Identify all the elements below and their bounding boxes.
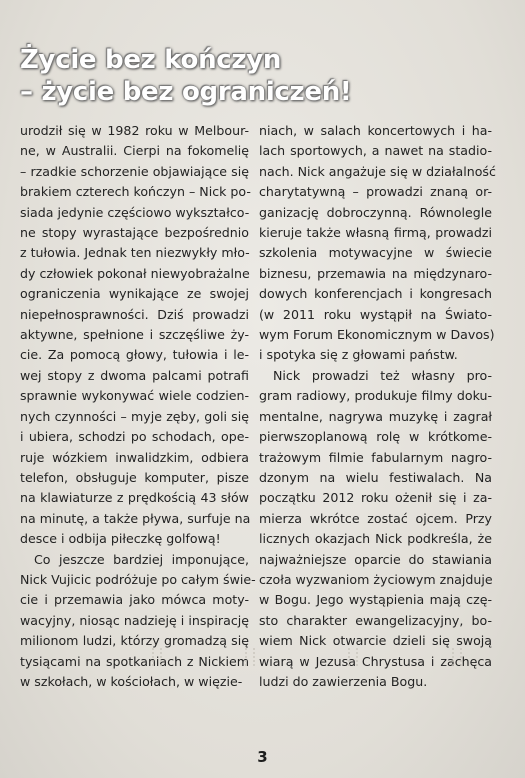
left-column-text-line: desce i odbija piłeczkę golfową! <box>20 531 221 547</box>
left-column-text-line: sprawnie wykonywać wiele codzien- <box>20 388 249 404</box>
article-title-line-2: – życie bez ograniczeń! <box>20 77 352 107</box>
watermark-mark <box>348 648 358 666</box>
left-column-text-line: Nick Vujicic podróżuje po całym świe- <box>20 571 256 587</box>
right-column-text-line: czoła wyzwaniom życiowym znajduje <box>259 571 493 587</box>
left-text-column <box>20 121 256 692</box>
right-column-text-line: dzonym na wielu festiwalach. Na <box>259 469 492 485</box>
right-column-text-line: pierwszoplanową rolę w krótkome- <box>259 429 492 445</box>
left-column-text-line: siada jedynie częściowo wykształco- <box>20 204 250 220</box>
left-column-text-line: milionom ludzi, którzy gromadzą się <box>20 633 249 649</box>
right-column-text-line: mentalne, nagrywa muzykę i zagrał <box>259 408 492 424</box>
left-column-text-line: – rzadkie schorzenie objawiające się <box>20 163 249 179</box>
right-column-text-line: ganizację dobroczynną. Równolegle <box>259 204 492 220</box>
watermark-mark <box>452 648 462 666</box>
left-column-text-line: nych czynności – myje zęby, goli się <box>20 408 249 424</box>
left-column-text-line: telefon, obsługuje komputer, pisze <box>20 469 249 485</box>
right-column-text-line: najważniejsze oparcie do stawiania <box>259 551 492 567</box>
right-column-text-line: dowych konferencjach i kongresach <box>259 286 492 302</box>
left-column-text-line: cie. Za pomocą głowy, tułowia i le- <box>20 347 249 363</box>
left-column-text-line: niepełnosprawności. Dziś prowadzi <box>20 306 249 322</box>
left-column-text-line: tysiącami na spotkaniach z Nickiem <box>20 653 249 669</box>
right-column-text-line: (w 2011 roku wystąpił na Świato- <box>259 306 492 322</box>
article-title-line-1: Życie bez kończyn <box>20 45 282 75</box>
left-column-text-line: urodził się w 1982 roku w Melbour- <box>20 123 249 138</box>
right-column-text-line: sto charakter ewangelizacyjny, bo- <box>259 612 492 628</box>
right-column-text-line: wiem Nick otwarcie dzieli się swoją <box>259 633 492 649</box>
right-column-text-line: charytatywną – prowadzi znaną or- <box>259 184 492 200</box>
left-column-text-line: z tułowia. Jednak ten niezwykły mło- <box>20 245 250 261</box>
right-column-text-line: lach sportowych, a nawet na stadio- <box>259 143 492 159</box>
left-column-text-line: ruje wózkiem inwalidzkim, odbiera <box>20 449 249 465</box>
right-column-text-line: szkolenia motywacyjne w świecie <box>259 245 492 261</box>
right-column-text-line: gram radiowy, produkuje filmy doku- <box>259 388 492 404</box>
right-column-text-line: biznesu, przemawia na międzynaro- <box>259 265 492 281</box>
watermark-pattern <box>0 648 525 672</box>
left-column-text-line: cie i przemawia jako mówca moty- <box>20 592 249 608</box>
left-column-text-line: i ubiera, schodzi po schodach, ope- <box>20 429 249 445</box>
left-column-text-line: Co jeszcze bardziej imponujące, <box>34 551 249 567</box>
right-column-text-line: w Bogu. Jego wystąpienia mają czę- <box>259 592 492 608</box>
left-column-text-line: aktywne, spełnione i szczęśliwe ży- <box>20 327 249 343</box>
right-column-text-line: nach. Nick angażuje się w działalność <box>259 163 496 179</box>
right-text-column <box>259 121 496 692</box>
right-column-text-line: wiarą w Jezusa Chrystusa i zachęca <box>259 653 492 669</box>
left-column-text-line: ograniczenia wynikające ze swojej <box>20 286 249 302</box>
right-column-text-line: niach, w salach koncertowych i ha- <box>259 123 492 138</box>
left-column-text-line: wej stopy z dwoma palcami potrafi <box>20 367 249 383</box>
left-column-text-line: brakiem czterech kończyn – Nick po- <box>20 184 251 200</box>
right-column-text-line: kieruje także własną firmą, prowadzi <box>259 225 492 241</box>
left-column-text-line: dy człowiek pokonał niewyobrażalne <box>20 265 250 281</box>
right-column-text-line: ludzi do zawierzenia Bogu. <box>259 673 428 689</box>
left-column-text-line: na minutę, a także pływa, surfuje na <box>20 510 251 526</box>
watermark-mark <box>245 648 255 666</box>
right-column-text-line: wym Forum Ekonomicznym w Davos) <box>259 327 495 343</box>
right-column-text-line: trażowym filmie fabularnym nagro- <box>259 449 492 465</box>
right-column-text-line: początku 2012 roku ożenił się i za- <box>259 490 492 506</box>
watermark-mark <box>152 648 162 666</box>
article-title <box>20 44 490 108</box>
left-column-text-line: ne, w Australii. Cierpi na fokomelię <box>20 143 249 159</box>
left-column-text-line: na klawiaturze z prędkością 43 słów <box>20 490 249 506</box>
right-column-text-line: Nick prowadzi też własny pro- <box>273 367 492 383</box>
right-column-text-line: licznych okazjach Nick podkreśla, że <box>259 531 492 547</box>
left-column-text-line: w szkołach, w kościołach, w więzie- <box>20 673 243 689</box>
left-column-text-line: wacyjny, niosąc nadzieję i inspirację <box>20 612 249 628</box>
right-column-text-line: mierza wkrótce zostać ojcem. Przy <box>259 510 492 526</box>
left-column-text-line: ne stopy wyrastające bezpośrednio <box>20 225 249 241</box>
page-number: 3 <box>257 748 268 766</box>
right-column-text-line: i spotyka się z głowami państw. <box>259 347 458 363</box>
